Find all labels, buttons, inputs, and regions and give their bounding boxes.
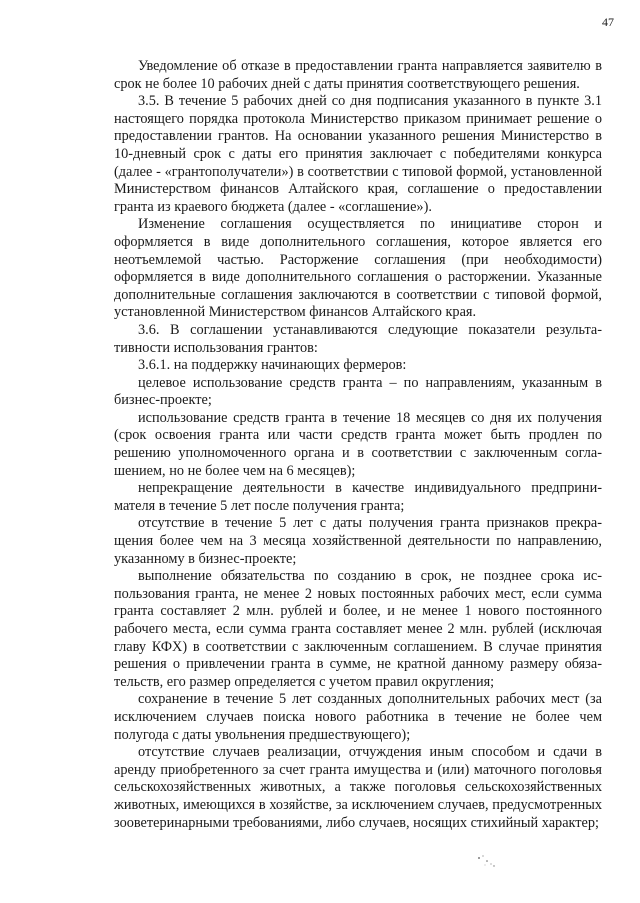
paragraph-18-months: использование средств гранта в течение 18 месяцев со дня их получения (срок освоения гранта или части средств гранта может быть продлен по решению уполномоченного органа и в соответствии с заключенным соглашением, но не более чем на 6 месяцев); [114, 409, 602, 479]
paragraph-3-6: 3.6. В соглашении устанавливаются следующие показатели результативности использования грантов: [114, 321, 602, 356]
paragraph-rejection-notice: Уведомление об отказе в предоставлении гранта направляется заявителю в срок не более 10 рабочих дней с даты принятия соответствующего решения. [114, 58, 602, 92]
paragraph-no-suspension: отсутствие в течение 5 лет с даты получения гранта признаков прекращения более чем на 3 месяца хозяйственной деятельности по направлению, указанному в бизнес-проекте; [114, 515, 602, 567]
paragraph-3-6-1: 3.6.1. на поддержку начинающих фермеров: [138, 357, 407, 374]
paragraph-job-retention: сохранение в течение 5 лет созданных дополнительных рабочих мест (за исключением случаев поиска нового работника в течение не более чем полугода с даты увольнения предшествующего); [114, 691, 602, 743]
paragraph-no-sale: отсутствие случаев реализации, отчуждения иным способом и сдачи в аренду приобретенного за счет гранта имущества и (или) маточного поголовья сельскохозяйственных животных, а также поголовья сельскохозяйственных животных, имеющихся в хозяйстве, за исключением случаев, предусмотренных зооветеринарными требованиями, либо случаев, носящих стихийный характер; [114, 744, 602, 831]
paragraph-target-use: целевое использование средств гранта – по направлениям, указанным в бизнес-проекте; [114, 374, 602, 409]
paragraph-job-creation: выполнение обязательства по созданию в срок, не позднее срока использования гранта, не менее 2 новых постоянных рабочих мест, если сумма гранта составляет 2 млн. рублей и более, и не менее 1 нового постоянного рабочего места, если сумма гранта составляет менее 2 млн. рублей (исключая главу КФХ) в соответствии с заключенным соглашением. В случае принятия решения о привлечении гранта в сумме, не кратной данному размеру обязательств, его размер определяется с учетом правил округления; [114, 568, 602, 690]
scan-smudge [476, 854, 498, 868]
page-number: 47 [602, 15, 614, 29]
paragraph-3-5: 3.5. В течение 5 рабочих дней со дня подписания указанного в пункте 3.1 настоящего порядка протокола Министерство приказом принимает решение о предоставлении грантов. На основании указанного решения Министерство в 10-дневный срок с даты его принятия заключает с победителями конкурса (далее - «грантополучатели») в соответствии с типовой формой, установленной Министерством финансов Алтайского края, соглашение о предоставлении гранта из краевого бюджета (далее - «соглашение»). [114, 93, 602, 215]
document-body [114, 58, 602, 832]
paragraph-agreement-change: Изменение соглашения осуществляется по инициативе сторон и оформляется в виде дополнительного соглашения, которое является его неотъемлемой частью. Расторжение соглашения (при необходимости) оформляется в виде дополнительного соглашения о расторжении. Указанные дополнительные соглашения заключаются в соответствии с типовой формой, установленной Министерством финансов Алтайского края. [114, 216, 602, 321]
paragraph-no-termination: непрекращение деятельности в качестве индивидуального предпринимателя в течение 5 лет после получения гранта; [114, 480, 602, 514]
